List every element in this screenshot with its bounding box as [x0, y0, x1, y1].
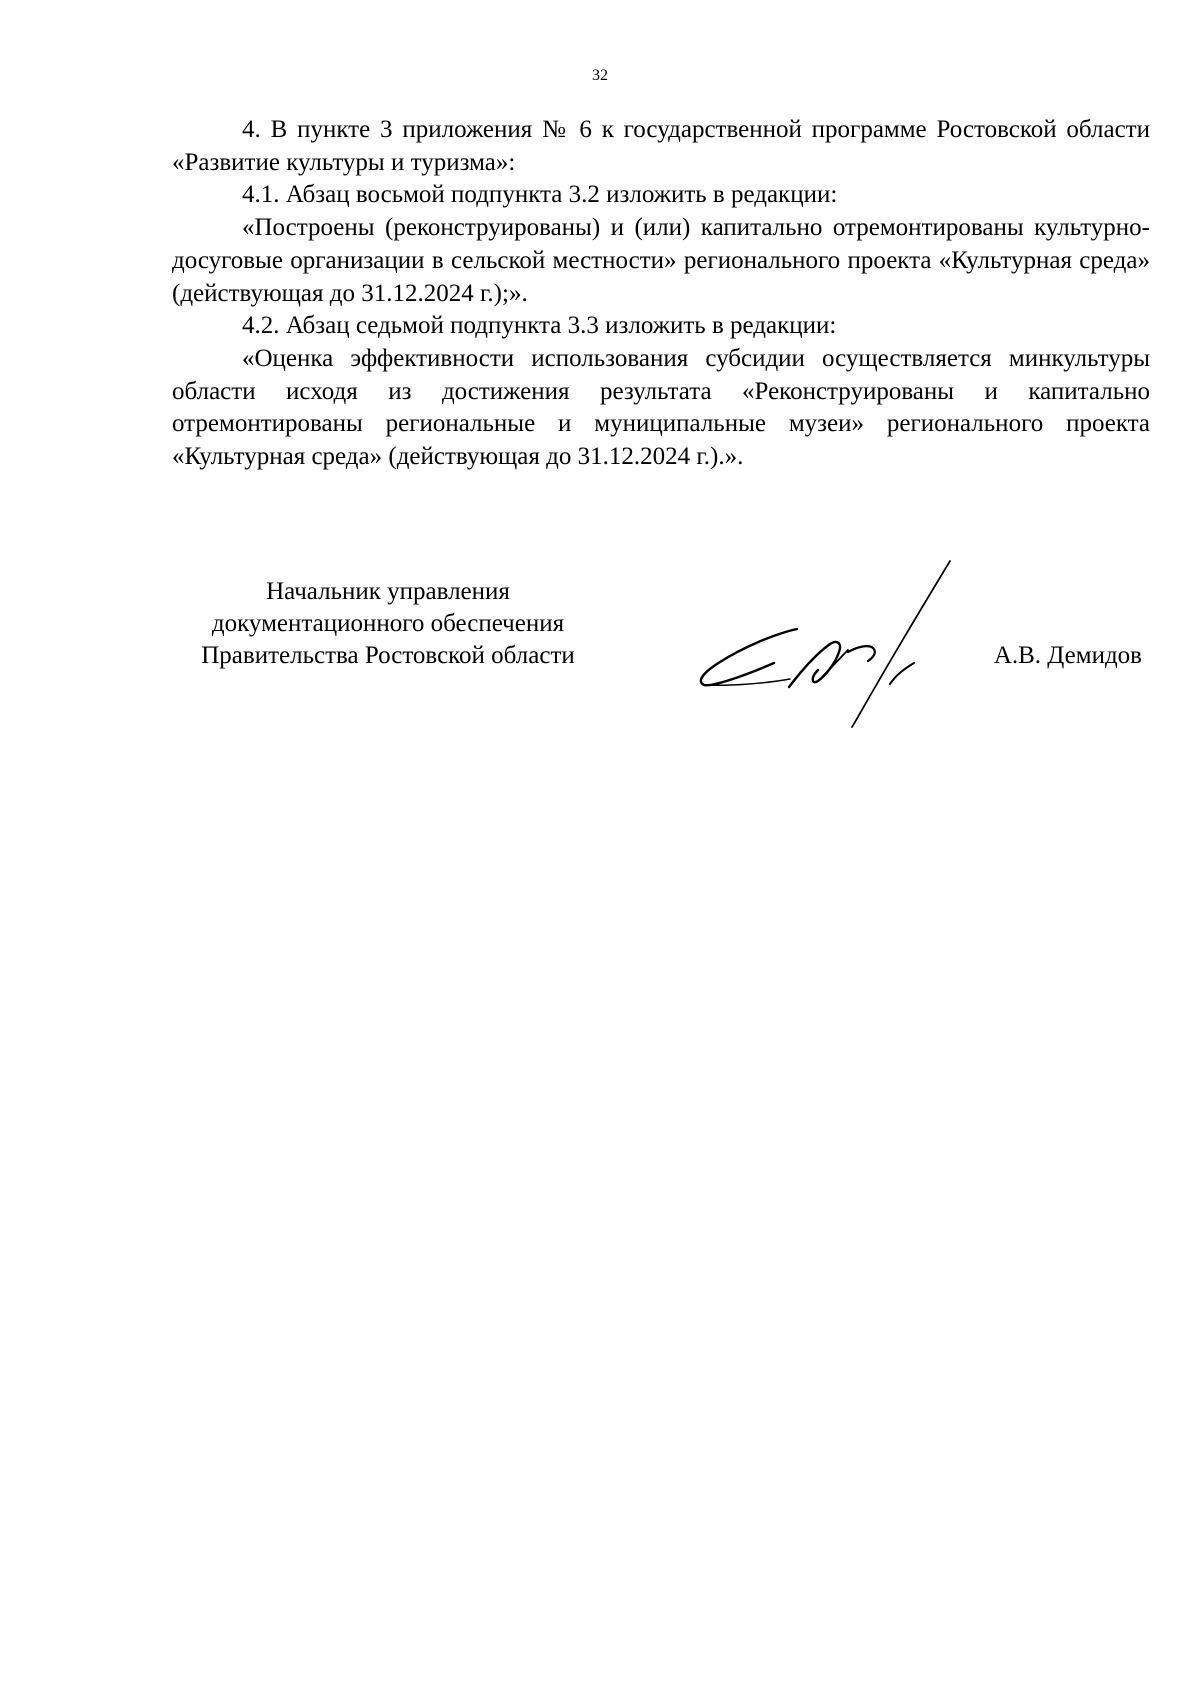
signature-block — [172, 576, 1150, 736]
signer-position-line-3: Правительства Ростовской области — [201, 642, 575, 669]
signer-name: А.В. Демидов — [993, 642, 1142, 669]
paragraph-item-4: 4. В пункте 3 приложения № 6 к государственной программе Ростовской области «Развитие культуры и туризма»: — [172, 116, 1150, 176]
signer-position — [172, 576, 604, 672]
paragraph-item-4-1: 4.1. Абзац восьмой подпункта 3.2 изложить в редакции: — [242, 181, 838, 209]
paragraph-quote-3-3: «Оценка эффективности использования субсидии осуществляется минкультуры области исходя из достижения результата «Реконструированы и капитально отремонтированы региональные и муниципальные музеи» регионального проекта «Культурная среда» (действующая до 31.12.2024 г.).». — [172, 344, 1150, 471]
paragraph-quote-3-2: «Построены (реконструированы) и (или) капитально отремонтированы культурно-досуговые организации в сельской местности» регионального проекта «Культурная среда» (действующая до 31.12.2024 г.);». — [172, 214, 1150, 307]
paragraph-item-4-2: 4.2. Абзац седьмой подпункта 3.3 изложить в редакции: — [242, 312, 837, 340]
signer-position-line-2: документационного обеспечения — [211, 610, 565, 637]
page-number: 32 — [592, 67, 608, 84]
handwritten-signature — [682, 544, 1012, 734]
document-body — [172, 114, 1150, 474]
signer-position-line-1: Начальник управления — [266, 578, 510, 605]
